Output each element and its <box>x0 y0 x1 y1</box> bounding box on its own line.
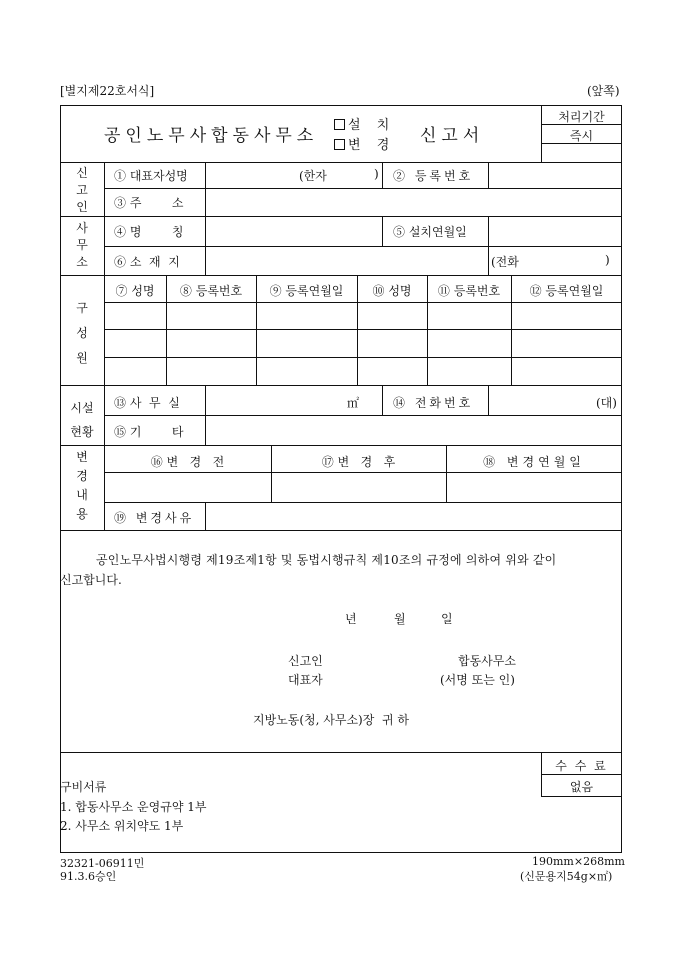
form-number: [별지제22호서식] <box>60 84 155 98</box>
hanja-close: ) <box>374 167 379 181</box>
label-est-date: ⑤ 설치연월일 <box>393 225 467 239</box>
divider <box>60 530 622 531</box>
divider <box>205 162 206 275</box>
label-reg-no: ② 등록번호 <box>393 169 474 183</box>
member-row-2[interactable] <box>105 330 621 357</box>
col-reg-no-2: ⑪ 등록번호 <box>437 284 501 298</box>
divider <box>104 246 622 247</box>
area-unit: ㎡ <box>347 396 360 410</box>
fee-value: 없음 <box>569 780 594 794</box>
divider <box>104 415 622 416</box>
label-phone: (전화 <box>491 255 519 269</box>
form-title-suffix: 신고서 <box>420 126 485 146</box>
docs-item-2: 2. 사무소 위치약도 1부 <box>60 819 184 833</box>
reg-no-field[interactable] <box>492 164 618 186</box>
label-address: ③ 주 소 <box>114 196 184 210</box>
label-location: ⑥ 소 재 지 <box>114 255 180 269</box>
label-year: 년 <box>345 612 357 626</box>
col-name-1: ⑦ 성명 <box>115 284 155 298</box>
divider <box>488 385 489 415</box>
member-row-3[interactable] <box>105 358 621 385</box>
footer-approved: 91.3.6승인 <box>60 870 117 883</box>
col-change-date: ⑱ 변경연월일 <box>483 455 585 469</box>
divider <box>60 275 622 276</box>
col-reg-date-2: ⑫ 등록연월일 <box>529 284 604 298</box>
period-label: 처리기간 <box>558 110 605 124</box>
location-field[interactable] <box>210 249 484 273</box>
group-change: 변 경 내 용 <box>76 450 88 521</box>
divider <box>488 246 489 275</box>
footer-paper: (신문용지54g×㎡) <box>520 870 613 883</box>
office-name-field[interactable] <box>210 219 378 243</box>
office-area-field[interactable] <box>210 388 342 412</box>
divider <box>541 774 622 775</box>
page-side: (앞쪽) <box>587 84 620 98</box>
before-field[interactable] <box>105 473 271 502</box>
label-phone-no: ⑭ 전화번호 <box>393 396 474 410</box>
member-row-1[interactable] <box>105 303 621 329</box>
label-representative: 대표자 <box>288 673 323 687</box>
divider <box>104 188 622 189</box>
divider <box>488 216 489 246</box>
phone-unit: (대) <box>596 396 617 410</box>
change-reason-field[interactable] <box>210 505 618 528</box>
label-other: ⑮ 기 타 <box>114 425 184 439</box>
rep-name-field[interactable] <box>210 164 370 186</box>
period-value: 즉시 <box>569 129 594 143</box>
divider <box>60 445 622 446</box>
frame-bottom <box>60 852 622 853</box>
label-office-name: ④ 명 칭 <box>114 225 184 239</box>
change-date-field[interactable] <box>447 473 621 502</box>
fee-label: 수 수 료 <box>555 759 608 773</box>
label-rep-name: ① 대표자성명 <box>114 169 188 183</box>
divider <box>488 162 489 188</box>
signature-area[interactable]: (서명 또는 인) <box>440 673 515 687</box>
divider <box>382 385 383 415</box>
frame-right <box>621 105 622 853</box>
group-office: 사 무 소 <box>76 221 88 269</box>
divider <box>541 796 622 797</box>
est-date-field[interactable] <box>492 219 618 243</box>
phone-close: ) <box>605 253 610 267</box>
checkbox-change[interactable] <box>334 139 345 150</box>
col-after: ⑰ 변 경 후 <box>321 455 396 469</box>
phone-lines-field[interactable] <box>492 388 592 412</box>
col-name-2: ⑩ 성명 <box>372 284 412 298</box>
docs-title: 구비서류 <box>60 780 107 794</box>
declaration-text-end: 신고합니다. <box>60 573 122 587</box>
other-field[interactable] <box>210 418 618 442</box>
divider <box>60 216 622 217</box>
col-reg-no-1: ⑧ 등록번호 <box>179 284 243 298</box>
divider <box>382 216 383 246</box>
option-change[interactable]: 변 경 <box>334 134 395 153</box>
docs-item-1: 1. 합동사무소 운영규약 1부 <box>60 800 207 814</box>
label-hanja: (한자 <box>299 169 327 183</box>
checkbox-install[interactable] <box>334 119 345 130</box>
divider <box>60 385 622 386</box>
declaration-text: 공인노무사법시행령 제19조제1항 및 동법시행규칙 제10조의 규정에 의하여 위와 같이 <box>96 553 557 567</box>
divider <box>382 162 383 188</box>
divider <box>60 752 622 753</box>
group-facility: 시설 현황 <box>70 401 94 439</box>
option-install[interactable]: 설 치 <box>334 114 395 133</box>
label-day: 일 <box>441 612 453 626</box>
label-reporter: 신고인 <box>288 654 323 668</box>
col-reg-date-1: ⑨ 등록연월일 <box>269 284 344 298</box>
after-field[interactable] <box>272 473 446 502</box>
frame-top <box>60 105 622 106</box>
label-office-room: ⑬ 사 무 실 <box>114 396 180 410</box>
col-before: ⑯ 변 경 전 <box>150 455 225 469</box>
footer-code: 32321-06911민 <box>60 857 145 870</box>
label-firm: 합동사무소 <box>458 654 516 668</box>
label-month: 월 <box>394 612 406 626</box>
divider <box>60 162 622 163</box>
label-change-reason: ⑲ 변경사유 <box>114 511 195 525</box>
form-title: 공인노무사합동사무소 <box>104 126 319 146</box>
group-reporter: 신 고 인 <box>76 166 88 214</box>
divider <box>104 502 622 503</box>
address-field[interactable] <box>210 190 618 214</box>
addressee: 지방노동(청, 사무소)장 귀 하 <box>253 713 409 727</box>
group-members: 구 성 원 <box>76 301 88 365</box>
footer-size: 190mm×268mm <box>532 855 625 868</box>
divider <box>205 502 206 530</box>
